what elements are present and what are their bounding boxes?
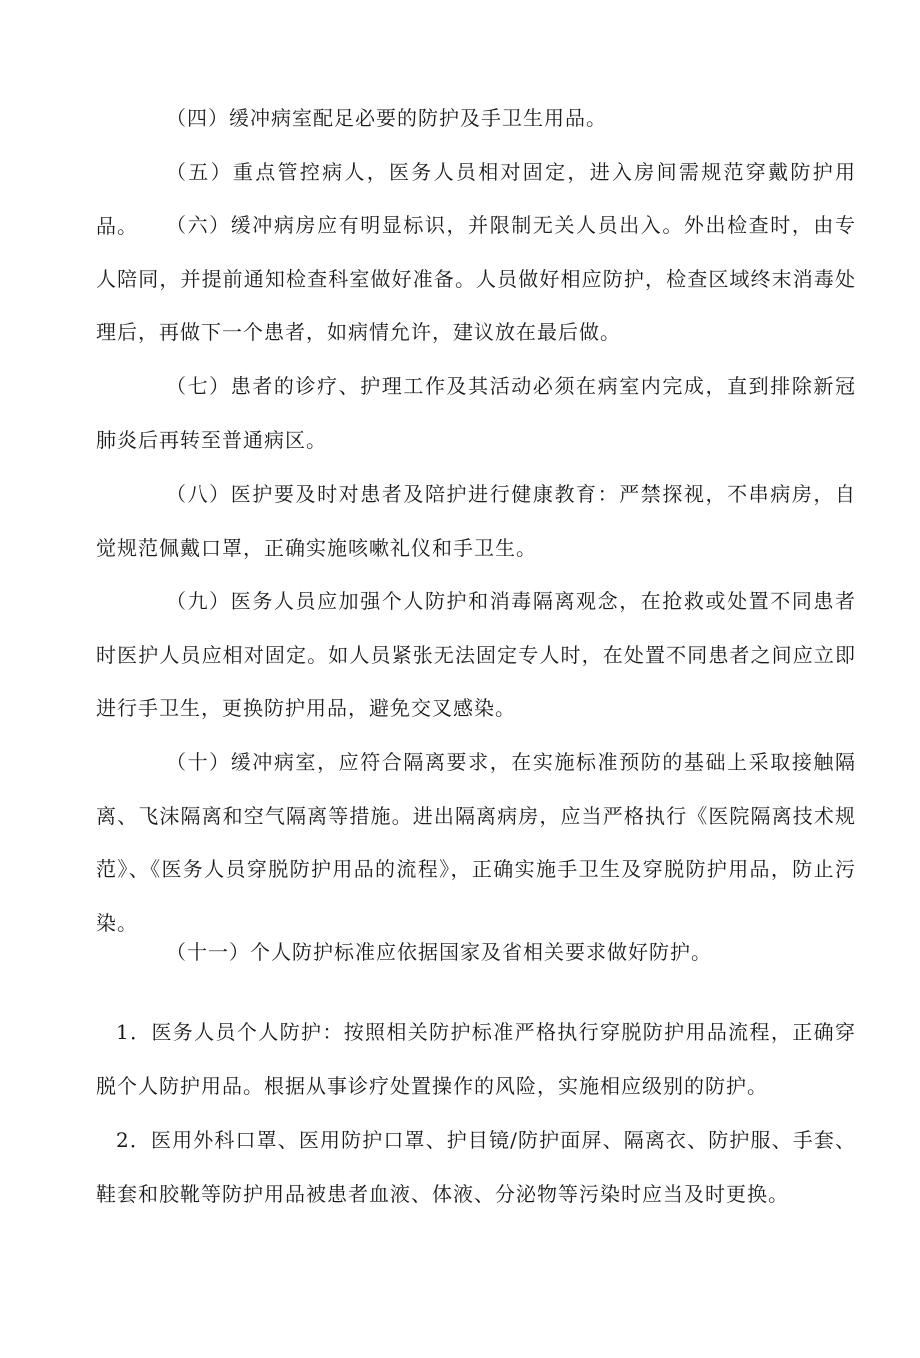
paragraph-9: （九）医务人员应加强个人防护和消毒隔离观念，在抢救或处置不同患者时医护人员应相对固定。如人员紧张无法固定专人时，在处置不同患者之间应立即进行手卫生，更换防护用品，避免交叉感染。 — [96, 589, 856, 720]
paragraph-6: （六）缓冲病房应有明显标识，并限制无关人员出入。外出检查时，由专人陪同，并提前通知检查科室做好准备。人员做好相应防护，检查区域终末消毒处理后，再做下一个患者，如病情允许，建议放在最后做。 — [96, 213, 856, 344]
paragraph-7: （七）患者的诊疗、护理工作及其活动必须在病室内完成，直到排除新冠肺炎后再转至普通病区。 — [96, 374, 856, 452]
list-item-1: 1．医务人员个人防护：按照相关防护标准严格执行穿脱防护用品流程，正确穿脱个人防护用品。根据从事诊疗处置操作的风险，实施相应级别的防护。 — [96, 1020, 856, 1098]
list-item-2: 2．医用外科口罩、医用防护口罩、护目镜/防护面屏、隔离衣、防护服、手套、鞋套和胶靴等防护用品被患者血液、体液、分泌物等污染时应当及时更换。 — [96, 1128, 856, 1206]
paragraph-11: （十一）个人防护标准应依据国家及省相关要求做好防护。 — [166, 940, 712, 964]
paragraph-8: （八）医护要及时对患者及陪护进行健康教育：严禁探视，不串病房，自觉规范佩戴口罩，正确实施咳嗽礼仪和手卫生。 — [96, 482, 856, 560]
paragraph-4: （四）缓冲病室配足必要的防护及手卫生用品。 — [166, 106, 607, 130]
paragraph-5: （五）重点管控病人，医务人员相对固定，进入房间需规范穿戴防护用品。 — [96, 160, 856, 238]
paragraph-10: （十）缓冲病室，应符合隔离要求，在实施标准预防的基础上采取接触隔离、飞沫隔离和空气隔离等措施。进出隔离病房，应当严格执行《医院隔离技术规范》、《医务人员穿脱防护用品的流程》，正确实施手卫生及穿脱防护用品，防止污染。 — [96, 750, 856, 935]
